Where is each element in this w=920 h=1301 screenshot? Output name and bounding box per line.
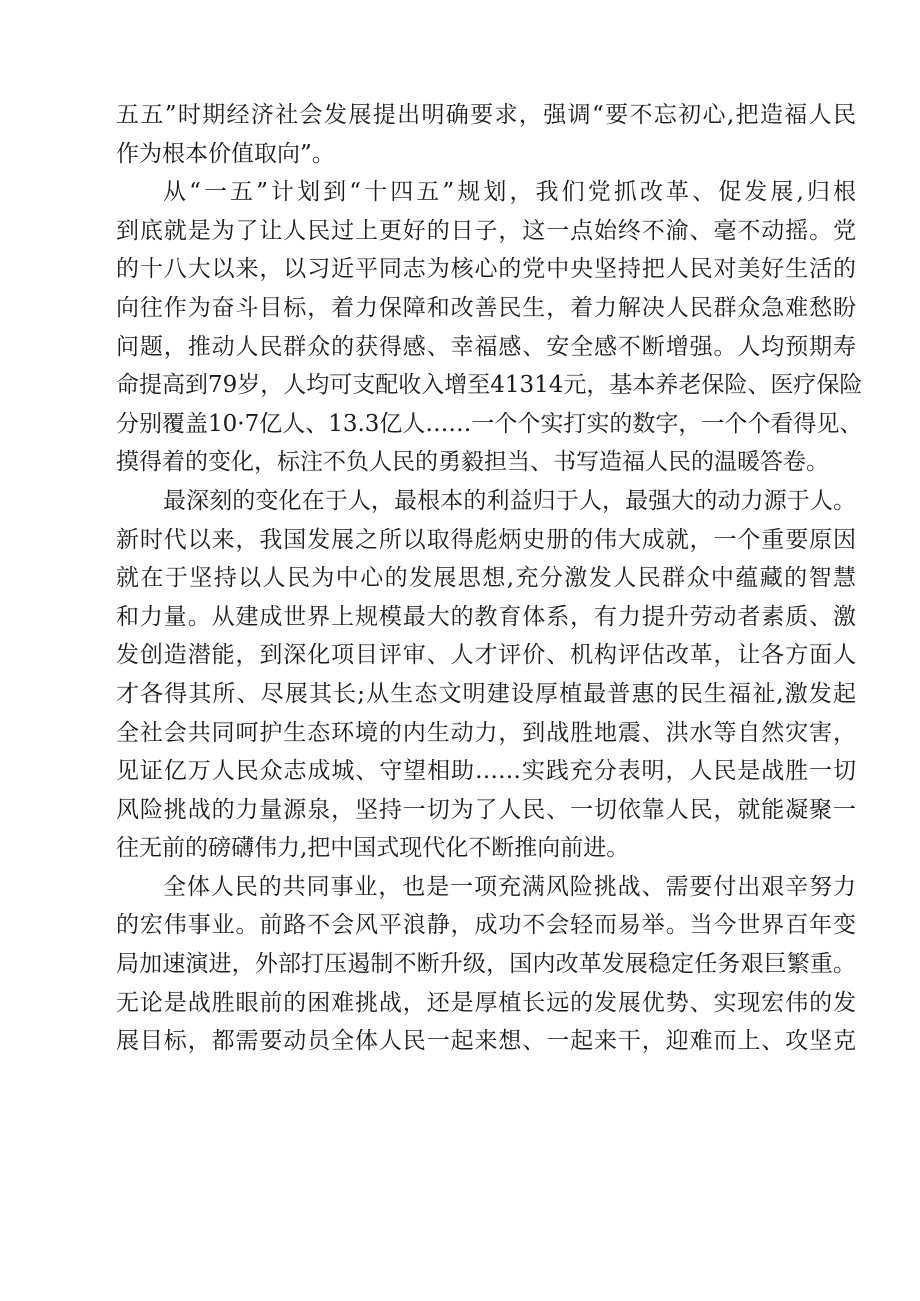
body-text	[116, 96, 863, 1061]
text-line: 展目标，都需要动员全体人民一起来想、一起来干，迎难而上、攻坚克	[116, 1028, 856, 1055]
text-line: 和力量。从建成世界上规模最大的教育体系，有力提升劳动者素质、激	[116, 603, 856, 630]
text-line: 全社会共同呵护生态环境的内生动力，到战胜地震、洪水等自然灾害，	[116, 719, 856, 746]
text-line: 分别覆盖10·7亿人、13.3亿人……一个个实打实的数字，一个个看得见、	[116, 410, 863, 437]
text-line: 的宏伟事业。前路不会风平浪静，成功不会轻而易举。当今世界百年变	[116, 912, 856, 939]
text-line: 无论是战胜眼前的困难挑战，还是厚植长远的发展优势、实现宏伟的发	[116, 989, 856, 1016]
text-line: 新时代以来，我国发展之所以取得彪炳史册的伟大成就，一个重要原因	[116, 526, 856, 553]
text-line: 向往作为奋斗目标，着力保障和改善民生，着力解决人民群众急难愁盼	[116, 294, 856, 321]
text-line: 五五”时期经济社会发展提出明确要求，强调“要不忘初心,把造福人民	[116, 102, 856, 128]
text-line: 全体人民的共同事业，也是一项充满风险挑战、需要付出艰辛努力	[163, 873, 856, 900]
text-line: 风险挑战的力量源泉，坚持一切为了人民、一切依靠人民，就能凝聚一	[116, 796, 856, 823]
text-line: 到底就是为了让人民过上更好的日子，这一点始终不渝、毫不动摇。党	[116, 217, 856, 244]
text-line: 就在于坚持以人民为中心的发展思想,充分激发人民群众中蕴藏的智慧	[116, 565, 856, 592]
text-line: 最深刻的变化在于人，最根本的利益归于人，最强大的动力源于人。	[163, 487, 856, 514]
text-line: 局加速演进，外部打压遏制不断升级，国内改革发展稳定任务艰巨繁重。	[116, 951, 856, 978]
text-line: 的十八大以来，以习近平同志为核心的党中央坚持把人民对美好生活的	[116, 256, 856, 283]
text-line: 问题，推动人民群众的获得感、幸福感、安全感不断增强。人均预期寿	[116, 333, 856, 360]
text-line: 作为根本价值取向”。	[116, 140, 335, 167]
text-line: 发创造潜能，到深化项目评审、人才评价、机构评估改革，让各方面人	[116, 642, 856, 669]
text-line: 往无前的磅礴伟力,把中国式现代化不断推向前进。	[116, 835, 630, 862]
text-line: 从“一五”计划到“十四五”规划，我们党抓改革、促发展,归根	[163, 179, 856, 206]
text-line: 才各得其所、尽展其长;从生态文明建设厚植最普惠的民生福祉,激发起	[116, 680, 856, 707]
text-line: 见证亿万人民众志成城、守望相助……实践充分表明，人民是战胜一切	[116, 758, 856, 785]
text-line: 摸得着的变化，标注不负人民的勇毅担当、书写造福人民的温暖答卷。	[116, 449, 829, 476]
text-line: 命提高到79岁，人均可支配收入增至41314元，基本养老保险、医疗保险	[116, 372, 863, 399]
